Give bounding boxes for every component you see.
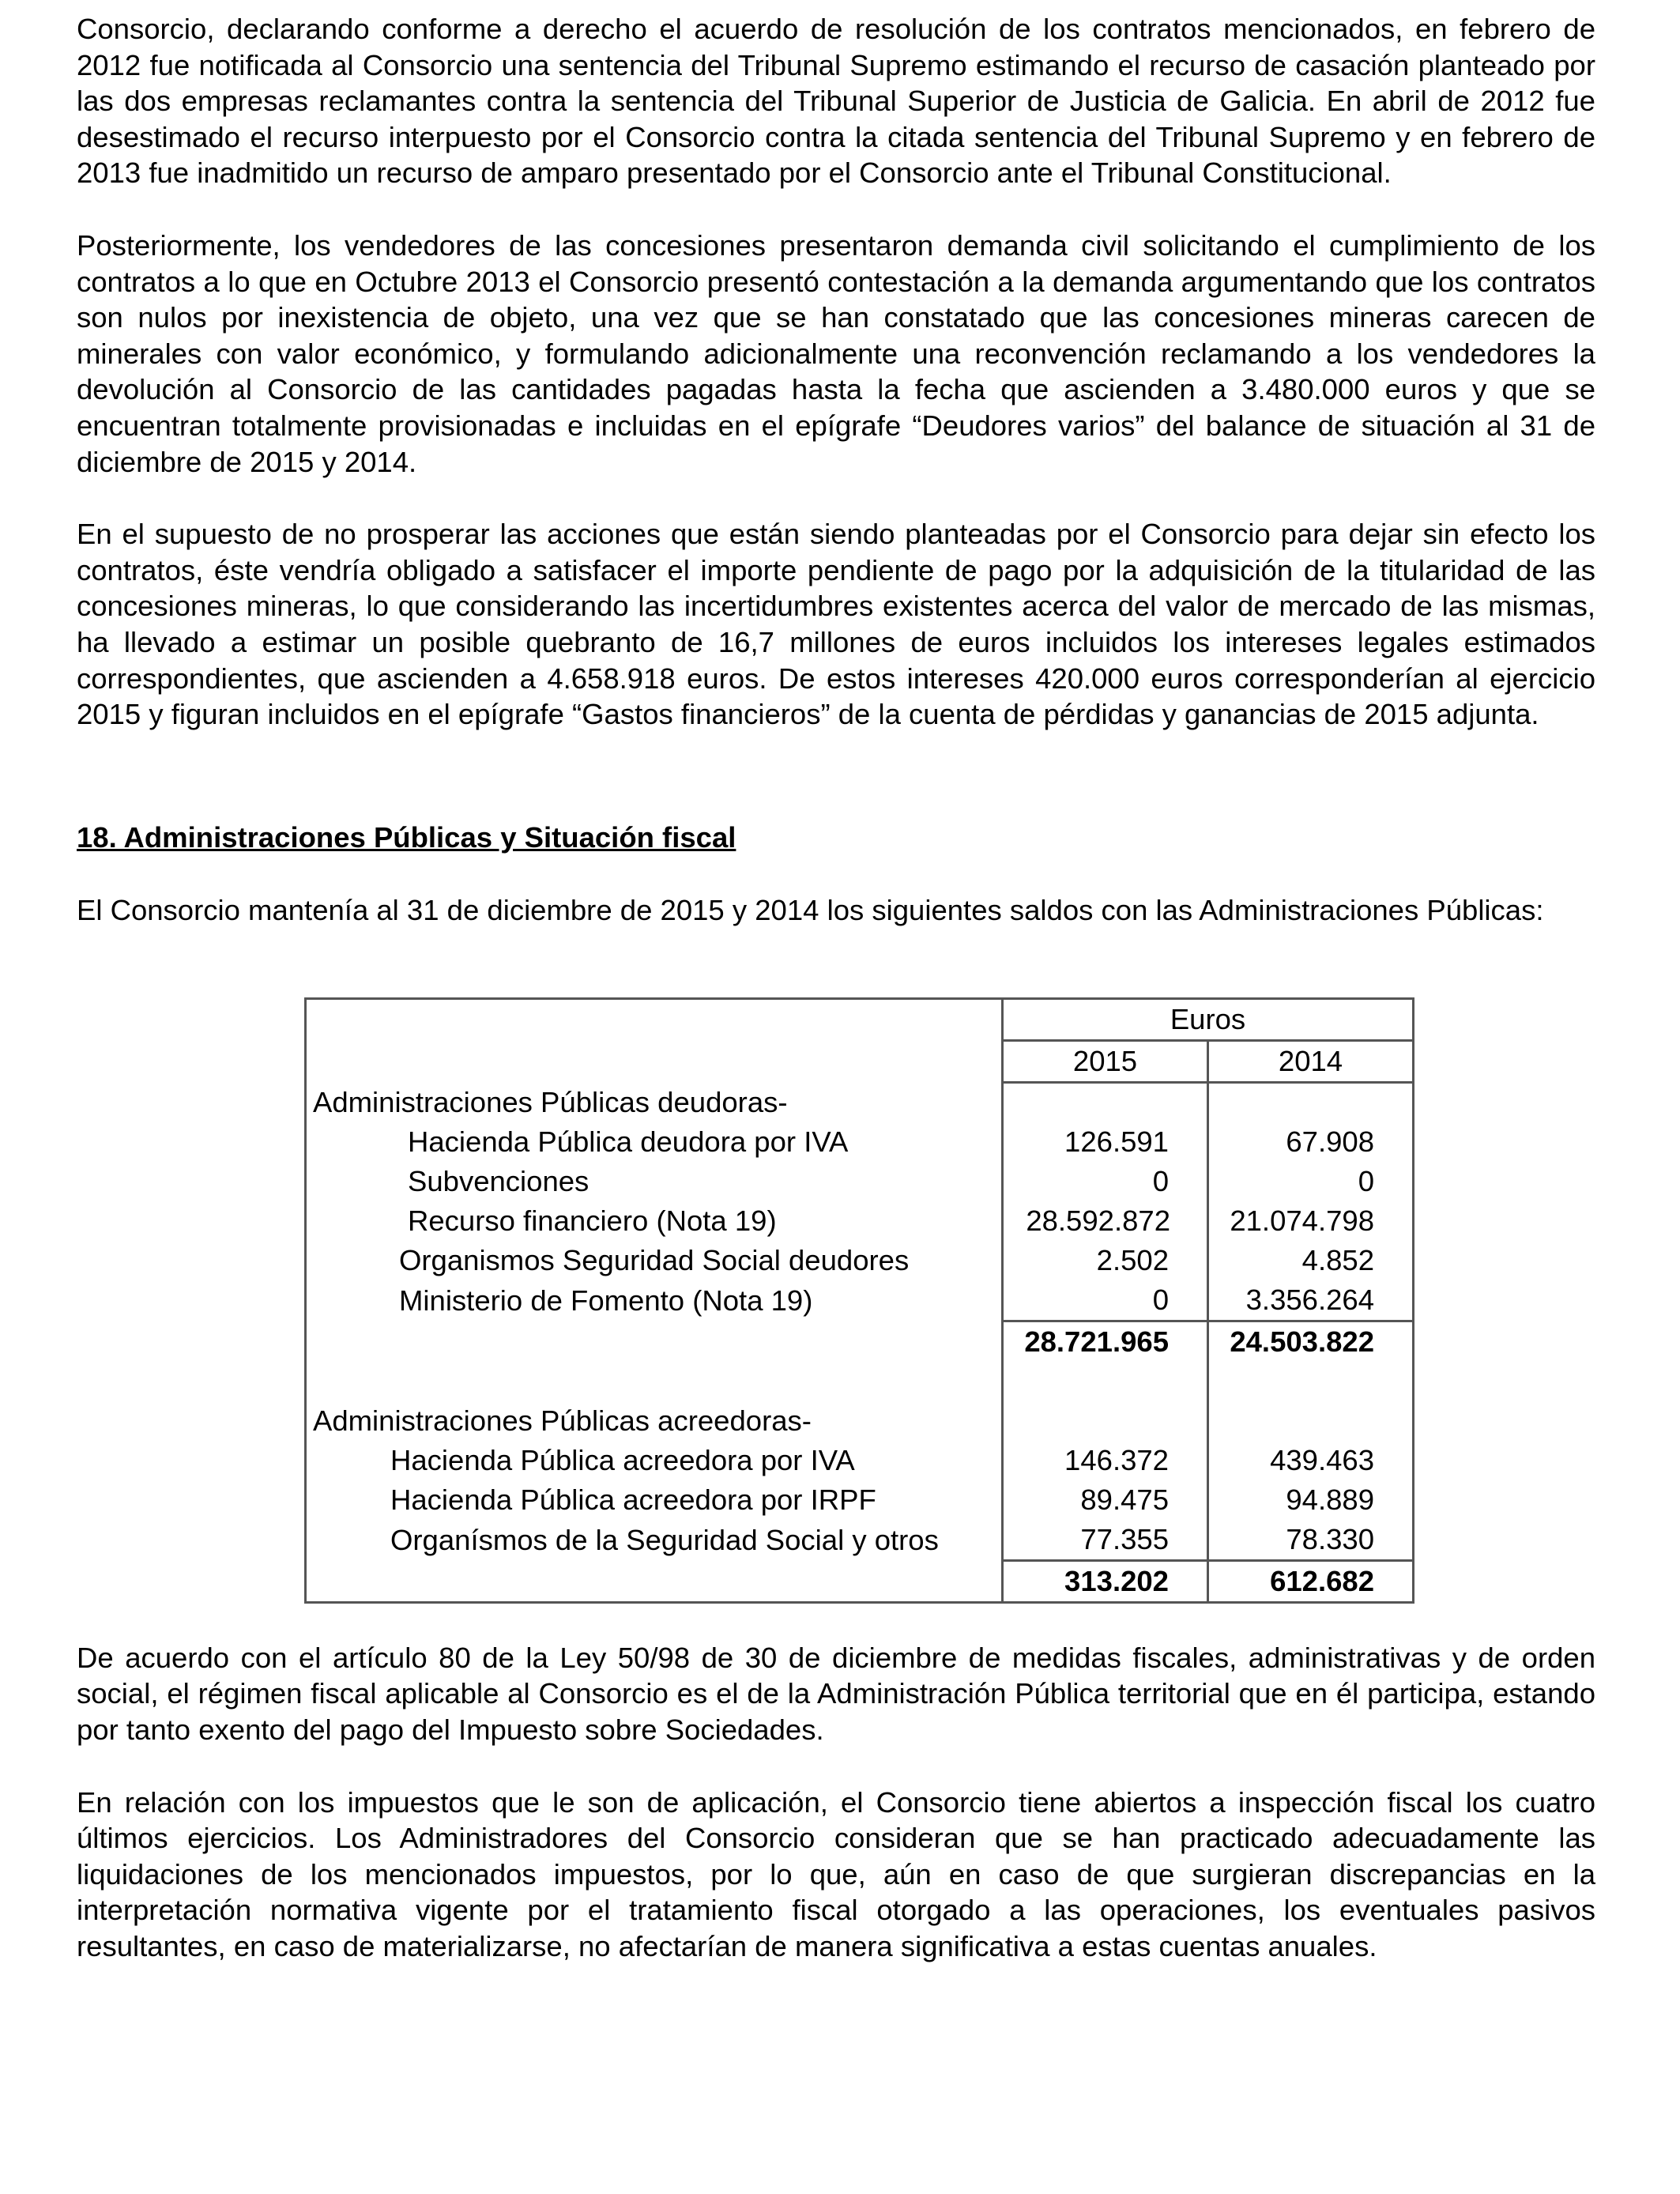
total-value-2014: 24.503.822 (1208, 1321, 1414, 1362)
row-value-2014: 94.889 (1208, 1480, 1414, 1520)
group-title-deudoras: Administraciones Públicas deudoras- (306, 1083, 1003, 1122)
row-label: Recurso financiero (Nota 19) (306, 1201, 1003, 1241)
table-row (306, 1162, 1414, 1201)
total-value-2015: 313.202 (1003, 1560, 1208, 1602)
paragraph-regimen-fiscal: De acuerdo con el artículo 80 de la Ley 50/98 de 30 de diciembre de medidas fiscales, administrativas y de orden social, el régimen fiscal aplicable al Consorcio es el de la Administración Pública territorial que en él participa, estando por tanto exento del pago del Impuesto sobre Sociedades. (77, 1641, 1595, 1746)
table-row (306, 1241, 1414, 1280)
table-row (306, 1480, 1414, 1520)
row-label: Hacienda Pública deudora por IVA (306, 1122, 1003, 1162)
row-value-2015: 0 (1003, 1280, 1208, 1321)
table-row (306, 1201, 1414, 1241)
total-row (306, 1321, 1414, 1362)
paragraph-quebranto: En el supuesto de no prosperar las acciones que están siendo planteadas por el Consorcio para dejar sin efecto los contratos, éste vendría obligado a satisfacer el importe pendiente de pago por la adquisición de la titularidad de las concesiones mineras, lo que considerando las incertidumbres existentes acerca del valor de mercado de las mismas, ha llevado a estimar un posible quebranto de 16,7 millones de euros incluidos los intereses legales estimados correspondientes, que ascienden a 4.658.918 euros. De estos intereses 420.000 euros corresponderían al ejercicio 2015 y figuran incluidos en el epígrafe “Gastos financieros” de la cuenta de pérdidas y ganancias de 2015 adjunta. (77, 518, 1595, 731)
row-label: Hacienda Pública acreedora por IRPF (306, 1480, 1003, 1520)
row-label: Subvenciones (306, 1162, 1003, 1201)
total-row (306, 1560, 1414, 1602)
row-label: Organismos Seguridad Social deudores (306, 1241, 1003, 1280)
paragraph-tribunal-supremo: Consorcio, declarando conforme a derecho el acuerdo de resolución de los contratos mencionados, en febrero de 2012 fue notificada al Consorcio una sentencia del Tribunal Supremo estimando el recurso de casación planteado por las dos empresas reclamantes contra la sentencia del Tribunal Superior de Justicia de Galicia. En abril de 2012 fue desestimado el recurso interpuesto por el Consorcio contra la citada sentencia del Tribunal Supremo y en febrero de 2013 fue inadmitido un recurso de amparo presentado por el Consorcio ante el Tribunal Constitucional. (77, 13, 1595, 190)
year-header-2015: 2015 (1003, 1041, 1208, 1083)
row-label: Ministerio de Fomento (Nota 19) (306, 1280, 1003, 1321)
row-value-2015: 89.475 (1003, 1480, 1208, 1520)
row-value-2015: 126.591 (1003, 1122, 1208, 1162)
section-intro: El Consorcio mantenía al 31 de diciembre de 2015 y 2014 los siguientes saldos con las Administraciones Públicas: (77, 893, 1544, 926)
row-value-2014: 21.074.798 (1208, 1201, 1414, 1241)
row-label: Hacienda Pública acreedora por IVA (306, 1441, 1003, 1480)
total-value-2015: 28.721.965 (1003, 1321, 1208, 1362)
document-page (77, 11, 1595, 1965)
table-row (306, 1122, 1414, 1162)
row-value-2014: 4.852 (1208, 1241, 1414, 1280)
paragraph-inspeccion-fiscal: En relación con los impuestos que le son de aplicación, el Consorcio tiene abiertos a inspección fiscal los cuatro últimos ejercicios. Los Administradores del Consorcio consideran que se han practicado adecuadamente las liquidaciones de los mencionados impuestos, por lo que, aún en caso de que surgieran discrepancias en la interpretación normativa vigente por el tratamiento fiscal otorgado a las operaciones, los eventuales pasivos resultantes, en caso de materializarse, no afectarían de manera significativa a estas cuentas anuales. (77, 1785, 1595, 1962)
row-value-2015: 77.355 (1003, 1520, 1208, 1561)
table-row (306, 1520, 1414, 1561)
table-row (306, 1441, 1414, 1480)
group-title-acreedoras: Administraciones Públicas acreedoras- (306, 1401, 1003, 1441)
row-value-2014: 439.463 (1208, 1441, 1414, 1480)
row-value-2014: 67.908 (1208, 1122, 1414, 1162)
row-label: Organísmos de la Seguridad Social y otros (306, 1520, 1003, 1561)
paragraph-demanda-civil: Posteriormente, los vendedores de las concesiones presentaron demanda civil solicitando el cumplimiento de los contratos a lo que en Octubre 2013 el Consorcio presentó contestación a la demanda argumentando que los contratos son nulos por inexistencia de objeto, una vez que se han constatado que las concesiones mineras carecen de minerales con valor económico, y formulando adicionalmente una reconvención reclamando a los vendedores la devolución al Consorcio de las cantidades pagadas hasta la fecha que ascienden a 3.480.000 euros y que se encuentran totalmente provisionadas e incluidas en el epígrafe “Deudores varios” del balance de situación al 31 de diciembre de 2015 y 2014. (77, 228, 1595, 478)
year-header-2014: 2014 (1208, 1041, 1414, 1083)
row-value-2015: 0 (1003, 1162, 1208, 1201)
row-value-2014: 3.356.264 (1208, 1280, 1414, 1321)
row-value-2015: 2.502 (1003, 1241, 1208, 1280)
table-row (306, 1280, 1414, 1321)
row-value-2015: 146.372 (1003, 1441, 1208, 1480)
row-value-2014: 0 (1208, 1162, 1414, 1201)
section-heading: 18. Administraciones Públicas y Situación fiscal (77, 820, 736, 854)
row-value-2014: 78.330 (1208, 1520, 1414, 1561)
currency-header: Euros (1003, 999, 1414, 1041)
administraciones-publicas-table (304, 997, 1414, 1604)
total-value-2014: 612.682 (1208, 1560, 1414, 1602)
row-value-2015: 28.592.872 (1003, 1201, 1208, 1241)
